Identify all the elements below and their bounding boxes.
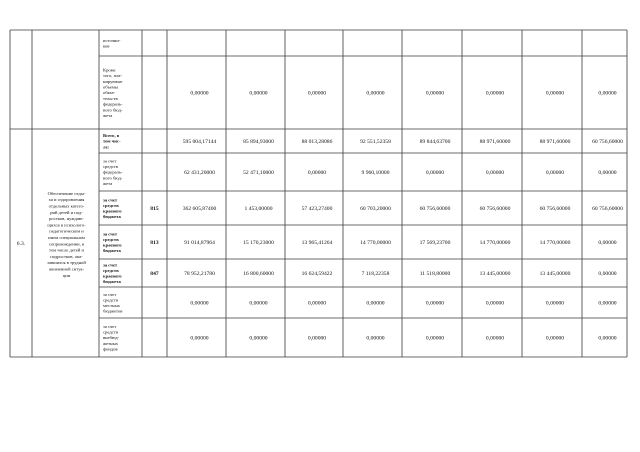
row-value: 0,00000 <box>425 335 445 342</box>
row-value: 88 971,60000 <box>479 139 511 145</box>
row-value: 0,00000 <box>307 300 327 307</box>
row-label: ного бюд- <box>103 175 123 181</box>
other-row-label: федераль- <box>103 101 123 107</box>
row-label: бюджета <box>103 248 121 254</box>
other-row-label: обяза- <box>103 90 116 96</box>
row-value: 60 756,60000 <box>592 206 623 212</box>
other-row-value: 0,00000 <box>485 90 505 97</box>
row-label: за счет <box>103 291 117 297</box>
row-value: 7 118,22358 <box>361 271 390 277</box>
item-description: завшихся в трудной <box>47 260 86 266</box>
row-value: 0,00000 <box>545 170 565 176</box>
item-description: жизненной ситуа- <box>48 266 85 272</box>
row-value: 0,00000 <box>545 335 565 342</box>
row-label: за счет <box>103 158 117 164</box>
item-description: щихся в психолого- <box>47 222 86 228</box>
budget-code: 847 <box>150 271 159 277</box>
other-row-label: нируемые <box>103 78 123 84</box>
row-value: 16 624,59422 <box>301 271 333 277</box>
row-value: 0,00000 <box>485 300 505 307</box>
other-row-value: 0,00000 <box>545 90 565 97</box>
row-value: 0,00000 <box>598 170 617 176</box>
other-row-label: жета <box>103 113 113 118</box>
row-label: жета <box>103 180 113 186</box>
other-row-value: 0,00000 <box>425 90 445 97</box>
other-row-value: 0,00000 <box>366 90 385 97</box>
row-value: 60 703,20000 <box>360 206 391 212</box>
other-row-value: 0,00000 <box>190 90 209 97</box>
row-value: 0,00000 <box>545 300 565 307</box>
row-value: 92 551,52358 <box>360 139 391 145</box>
row-value: 16 800,60000 <box>243 271 274 277</box>
row-label: средств <box>103 236 119 242</box>
row-value: 14 770,00000 <box>539 240 571 246</box>
row-value: 0,00000 <box>425 170 445 176</box>
item-description: том числе детей и <box>49 247 84 253</box>
row-value: 14 770,00000 <box>479 240 511 246</box>
prev-row-label: ков <box>103 43 110 49</box>
item-description: сопровождении, в <box>48 241 85 247</box>
row-value: 0,00000 <box>307 170 327 176</box>
row-value: 13 965,41264 <box>301 240 333 246</box>
row-value: 0,00000 <box>598 300 617 307</box>
item-description: педагогическом и <box>49 228 84 234</box>
row-label: бюджета <box>103 214 121 220</box>
row-value: 0,00000 <box>249 300 268 307</box>
row-value: 0,00000 <box>190 335 209 342</box>
row-value: 595 004,17144 <box>182 139 217 145</box>
prev-row-label: источни- <box>103 37 121 43</box>
row-label: федераль- <box>103 169 123 175</box>
row-value: 88 013,28086 <box>301 139 333 145</box>
row-value: 0,00000 <box>485 170 505 176</box>
row-value: 85 894,93000 <box>243 139 274 145</box>
item-description: отдельных катего- <box>48 203 85 209</box>
row-label: фондов <box>103 346 118 352</box>
item-number: 6.3. <box>16 241 26 247</box>
row-value: 13 445,00000 <box>479 271 511 277</box>
row-value: 62 431,20000 <box>184 170 215 176</box>
row-value: 0,00000 <box>307 335 327 342</box>
other-row-label: ного бюд- <box>103 107 123 113</box>
row-value: 78 952,21780 <box>184 271 215 277</box>
row-value: 0,00000 <box>249 335 268 342</box>
item-description: ином специальном <box>48 235 85 240</box>
row-value: 1 453,00000 <box>244 206 273 212</box>
row-value: 0,00000 <box>366 300 385 307</box>
row-value: 15 170,23000 <box>243 240 274 246</box>
row-value: 89 844,63700 <box>419 139 451 145</box>
row-label: средств <box>103 202 119 208</box>
row-value: 60 756,60000 <box>539 206 571 212</box>
table-content <box>17 38 623 352</box>
budget-code: 813 <box>150 240 159 246</box>
row-label: внебюд- <box>103 335 120 341</box>
item-description: рий детей и под- <box>50 209 83 215</box>
row-value: 60 756,60000 <box>479 206 511 212</box>
row-value: 362 605,87400 <box>182 206 217 212</box>
row-value: 13 445,00000 <box>539 271 571 277</box>
row-value: 0,00000 <box>598 271 617 277</box>
row-label: бюджетов <box>103 308 123 314</box>
row-label: краевого <box>103 273 122 279</box>
other-row-label: объемы <box>103 84 118 90</box>
row-value: 9 960,10000 <box>361 170 390 176</box>
item-description: ха и оздоровления <box>48 197 85 203</box>
row-value: 11 518,80000 <box>419 271 451 277</box>
row-value: 0,00000 <box>598 335 617 342</box>
other-row-label: Кроме <box>103 67 116 73</box>
row-label: жетных <box>103 340 119 346</box>
row-label: средств <box>103 164 118 170</box>
row-value: 57 423,27400 <box>301 206 333 212</box>
other-row-label: того, пла- <box>103 73 122 79</box>
other-row-value: 0,00000 <box>307 90 327 97</box>
row-value: 60 756,60000 <box>592 139 623 145</box>
item-description: ции <box>62 272 71 278</box>
row-label: средств <box>103 267 119 273</box>
row-label: краевого <box>103 242 122 248</box>
row-value: 0,00000 <box>190 300 209 307</box>
other-row-value: 0,00000 <box>598 90 617 97</box>
row-value: 88 971,60000 <box>539 139 571 145</box>
row-label: за счет <box>103 262 118 268</box>
row-value: 91 014,87964 <box>184 240 215 246</box>
row-value: 0,00000 <box>425 300 445 307</box>
row-label: за счет <box>103 231 118 237</box>
row-value: 14 770,00000 <box>360 240 391 246</box>
row-label: краевого <box>103 208 122 214</box>
row-value: 0,00000 <box>485 335 505 342</box>
row-label: бюджета <box>103 279 121 285</box>
row-label: ле: <box>103 144 110 150</box>
row-label: средств <box>103 297 118 303</box>
row-value: 17 569,23700 <box>419 240 451 246</box>
row-value: 60 756,60000 <box>419 206 451 212</box>
row-value: 0,00000 <box>366 335 385 342</box>
row-value: 0,00000 <box>598 240 617 246</box>
row-label: за счет <box>103 324 117 329</box>
row-value: 52 471,10000 <box>243 170 274 176</box>
other-row-label: тельств <box>103 95 118 101</box>
row-label: том чис- <box>103 138 121 144</box>
row-label: средств <box>103 329 118 335</box>
row-label: Всего, в <box>103 133 120 139</box>
other-row-value: 0,00000 <box>249 90 268 97</box>
budget-code: 815 <box>150 206 159 212</box>
item-description: Обеспечение отды- <box>47 190 86 196</box>
item-description: ростков, нуждаю- <box>49 216 84 222</box>
row-label: местных <box>103 303 120 308</box>
row-label: за счет <box>103 197 118 203</box>
item-description: подростков, ока- <box>50 253 83 259</box>
